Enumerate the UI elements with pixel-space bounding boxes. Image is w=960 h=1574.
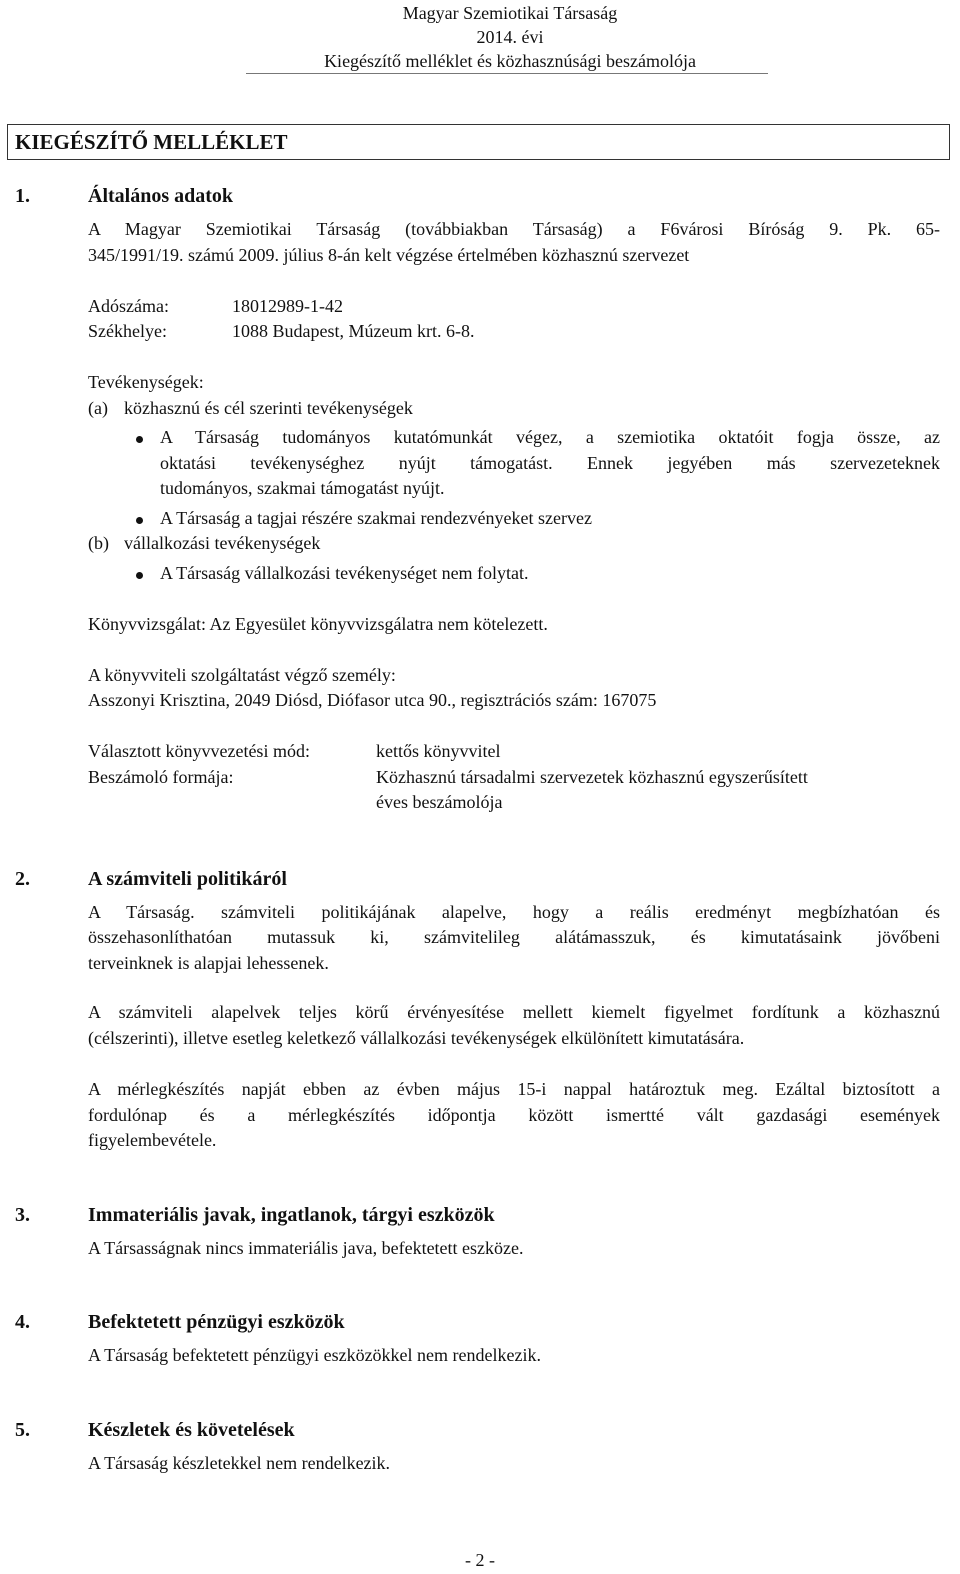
bullet-icon [136, 436, 143, 443]
section-5-text: A Társaság készletekkel nem rendelkezik. [88, 1453, 391, 1473]
section-2-p1-line2: összehasonlíthatóan mutassuk ki, számvitelileg alátámasszuk, és kimutatásaink jövőbeni [88, 927, 940, 947]
section-3-text: A Társasságnak nincs immateriális java, befektetett eszköze. [88, 1238, 524, 1258]
report-format-label: Beszámoló formája: [88, 767, 234, 787]
activity-a-marker: (a) [88, 398, 108, 418]
bullet1-line2: oktatási tevékenységhez nyújt támogatást. Ennek jegyében más szervezeteknek [160, 453, 940, 473]
report-format-value-line2: éves beszámolója [376, 792, 503, 812]
audit-statement: Könyvvizsgálat: Az Egyesület könyvvizsgálatra nem kötelezett. [88, 614, 548, 634]
section-3-title: Immateriális javak, ingatlanok, tárgyi eszközök [88, 1204, 495, 1226]
section-1-intro-line2: 345/1991/19. számú 2009. július 8-án kelt végzése értelmében közhasznú szervezet [88, 245, 690, 265]
report-format-value-line1: Közhasznú társadalmi szervezetek közhasznú egyszerűsített [376, 767, 808, 787]
section-2-p1-line3: terveinknek is alapjai lehessenek. [88, 953, 329, 973]
bookkeeping-method-label: Választott könyvvezetési mód: [88, 741, 310, 761]
tax-number-value: 18012989-1-42 [232, 296, 343, 316]
bullet1-line3: tudományos, szakmai támogatást nyújt. [160, 478, 445, 498]
header-year: 2014. évi [476, 27, 544, 47]
page-number: - 2 - [465, 1550, 495, 1570]
bullet3-text: A Társaság vállalkozási tevékenységet nem folytat. [160, 563, 529, 583]
section-2-p3-line1: A mérlegkészítés napját ebben az évben május 15-i nappal határoztuk meg. Ezáltal biztosított a [88, 1079, 940, 1099]
activity-b-marker: (b) [88, 533, 109, 553]
section-2-p3-line2: fordulónap és a mérlegkészítés időpontja között ismertté vált gazdasági események [88, 1105, 940, 1125]
section-1-number: 1. [15, 185, 30, 207]
section-2-p1-line1: A Társaság. számviteli politikájának alapelve, hogy a reális eredményt megbízhatóan és [88, 902, 940, 922]
section-3-number: 3. [15, 1204, 30, 1226]
bullet-icon [136, 572, 143, 579]
document-title-box [7, 124, 950, 160]
section-2-p3-line3: figyelembevétele. [88, 1130, 217, 1150]
section-2-p2-line2: (célszerinti), illetve esetleg keletkező vállalkozási tevékenységek elkülönített kimutatására. [88, 1028, 745, 1048]
activity-b-title: vállalkozási tevékenységek [124, 533, 321, 553]
section-2-title: A számviteli politikáról [88, 868, 287, 890]
section-4-title: Befektetett pénzügyi eszközök [88, 1311, 345, 1333]
bookkeeping-method-value: kettős könyvvitel [376, 741, 501, 761]
section-1-title: Általános adatok [88, 185, 234, 207]
section-5-title: Készletek és követelések [88, 1419, 295, 1441]
activities-label: Tevékenységek: [88, 372, 204, 392]
activity-a-title: közhasznú és cél szerinti tevékenységek [124, 398, 413, 418]
header-organization: Magyar Szemiotikai Társaság [402, 3, 618, 23]
bullet2-text: A Társaság a tagjai részére szakmai rendezvényeket szervez [160, 508, 592, 528]
header-report-title: Kiegészítő melléklet és közhasznúsági beszámolója [324, 51, 696, 71]
section-2-number: 2. [15, 868, 30, 890]
section-5-number: 5. [15, 1419, 30, 1441]
seat-label: Székhelye: [88, 321, 167, 341]
bullet-icon [136, 517, 143, 524]
header-rule [246, 73, 768, 74]
tax-number-label: Adószáma: [88, 296, 169, 316]
seat-value: 1088 Budapest, Múzeum krt. 6-8. [232, 321, 475, 341]
bullet1-line1: A Társaság tudományos kutatómunkát végez, a szemiotika oktatóit fogja össze, az [160, 427, 940, 447]
bookkeeper-value: Asszonyi Krisztina, 2049 Diósd, Diófasor utca 90., regisztrációs szám: 167075 [88, 690, 657, 710]
document-title: KIEGÉSZÍTŐ MELLÉKLET [15, 130, 288, 154]
bookkeeper-label: A könyvviteli szolgáltatást végző személy: [88, 665, 396, 685]
section-4-number: 4. [15, 1311, 30, 1333]
section-1-intro-line1: A Magyar Szemiotikai Társaság (továbbiakban Társaság) a F6városi Bíróság 9. Pk. 65- [88, 219, 940, 239]
section-2-p2-line1: A számviteli alapelvek teljes körű érvényesítése mellett kiemelt figyelmet fordítunk a közhasznú [88, 1002, 940, 1022]
section-4-text: A Társaság befektetett pénzügyi eszközökkel nem rendelkezik. [88, 1345, 541, 1365]
